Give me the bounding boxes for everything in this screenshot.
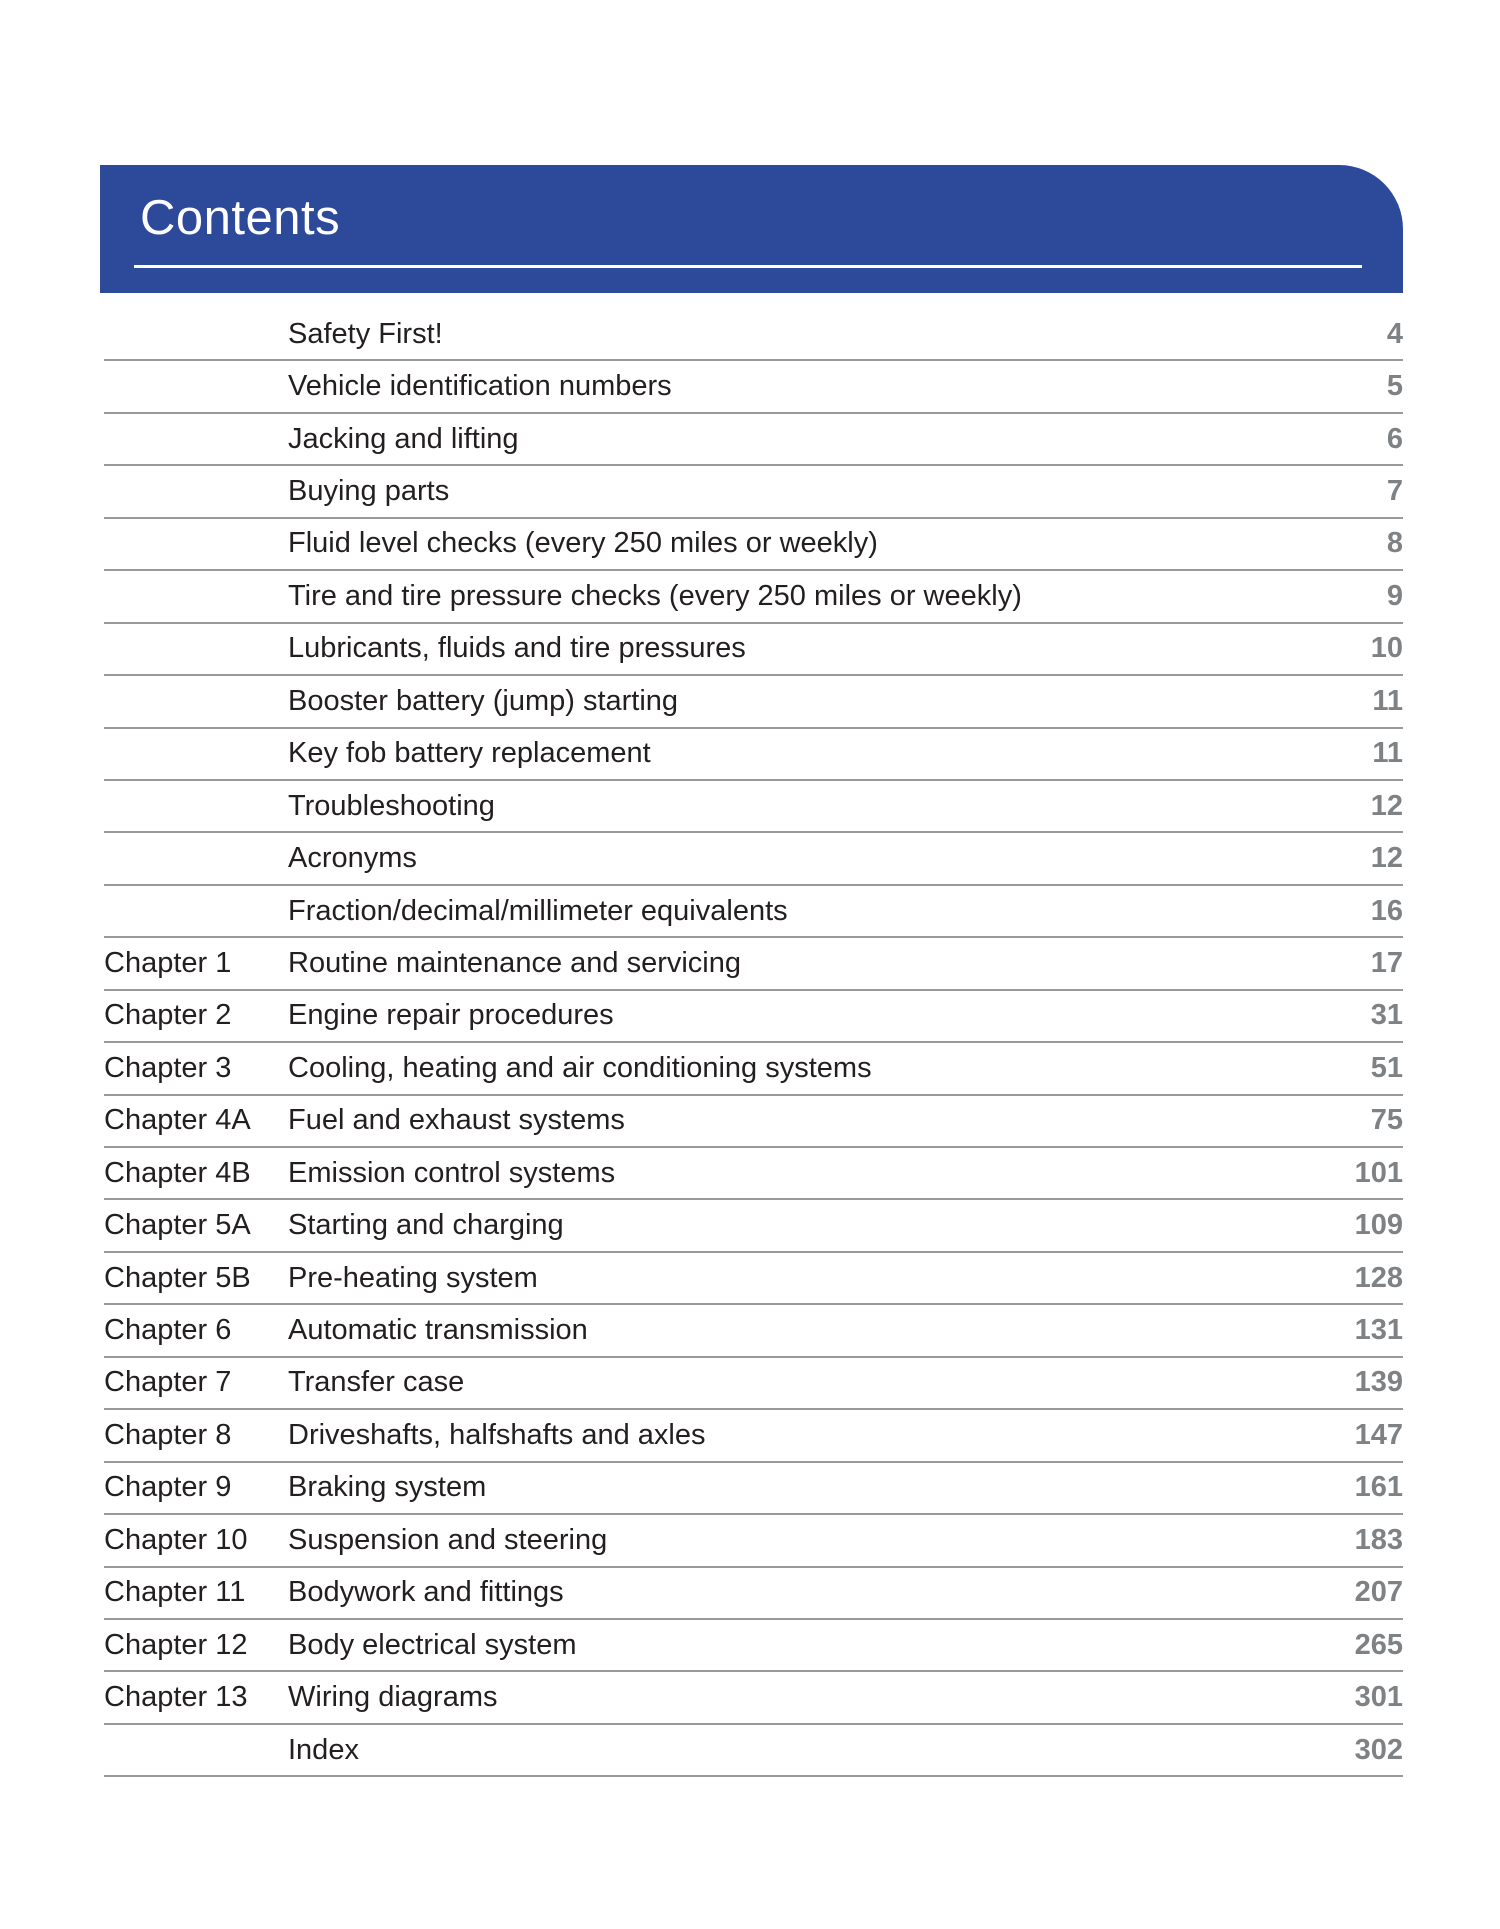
- toc-row[interactable]: [104, 1358, 1403, 1410]
- toc-chapter-label: Chapter 7: [104, 1366, 232, 1399]
- toc-chapter-label: Chapter 13: [104, 1681, 248, 1714]
- toc-chapter-label: Chapter 5B: [104, 1261, 251, 1294]
- toc-chapter-label: Chapter 6: [104, 1314, 232, 1347]
- toc-page-number: 7: [1386, 475, 1403, 508]
- toc-row[interactable]: [104, 781, 1403, 833]
- toc-entry-title: Troubleshooting: [288, 789, 495, 822]
- toc-entry-title: Lubricants, fluids and tire pressures: [288, 632, 746, 665]
- toc-page-number: 147: [1354, 1418, 1403, 1451]
- toc-page-number: 51: [1370, 1051, 1403, 1084]
- toc-chapter-label: Chapter 4A: [104, 1104, 251, 1137]
- toc-row[interactable]: [104, 1148, 1403, 1200]
- contents-header-banner: [100, 165, 1403, 293]
- toc-entry-title: Fraction/decimal/millimeter equivalents: [288, 894, 788, 927]
- toc-chapter-label: Chapter 3: [104, 1051, 232, 1084]
- toc-page-number: 12: [1370, 842, 1403, 875]
- toc-row[interactable]: [104, 309, 1403, 361]
- toc-entry-title: Starting and charging: [288, 1209, 564, 1242]
- toc-row[interactable]: [104, 938, 1403, 990]
- toc-row[interactable]: [104, 1672, 1403, 1724]
- toc-row[interactable]: [104, 729, 1403, 781]
- toc-entry-title: Acronyms: [288, 842, 417, 875]
- toc-page-number: 128: [1354, 1261, 1403, 1294]
- toc-page-number: 17: [1370, 946, 1403, 979]
- toc-entry-title: Safety First!: [288, 317, 443, 350]
- toc-page-number: 11: [1372, 684, 1403, 717]
- toc-entry-title: Suspension and steering: [288, 1523, 608, 1556]
- toc-page-number: 10: [1370, 632, 1403, 665]
- toc-row[interactable]: [104, 1043, 1403, 1095]
- toc-page-number: 12: [1370, 789, 1403, 822]
- toc-entry-title: Key fob battery replacement: [288, 737, 651, 770]
- toc-row[interactable]: [104, 1725, 1403, 1777]
- toc-entry-title: Jacking and lifting: [288, 422, 519, 455]
- toc-row[interactable]: [104, 886, 1403, 938]
- toc-chapter-label: Chapter 8: [104, 1418, 232, 1451]
- toc-page-number: 8: [1386, 527, 1403, 560]
- toc-row[interactable]: [104, 571, 1403, 623]
- toc-entry-title: Cooling, heating and air conditioning systems: [288, 1051, 872, 1084]
- toc-chapter-label: Chapter 2: [104, 999, 232, 1032]
- toc-page-number: 131: [1354, 1314, 1403, 1347]
- toc-page-number: 139: [1354, 1366, 1403, 1399]
- toc-row[interactable]: [104, 676, 1403, 728]
- toc-entry-title: Pre-heating system: [288, 1261, 538, 1294]
- toc-chapter-label: Chapter 4B: [104, 1156, 251, 1189]
- toc-entry-title: Fuel and exhaust systems: [288, 1104, 625, 1137]
- toc-row[interactable]: [104, 1410, 1403, 1462]
- toc-row[interactable]: [104, 624, 1403, 676]
- toc-row[interactable]: [104, 1620, 1403, 1672]
- toc-entry-title: Booster battery (jump) starting: [288, 684, 679, 717]
- toc-page-number: 6: [1386, 422, 1403, 455]
- toc-entry-title: Tire and tire pressure checks (every 250 miles or weekly): [288, 579, 1022, 612]
- toc-row[interactable]: [104, 991, 1403, 1043]
- toc-entry-title: Vehicle identification numbers: [288, 370, 672, 403]
- toc-entry-title: Fluid level checks (every 250 miles or weekly): [288, 527, 878, 560]
- toc-page-number: 207: [1354, 1576, 1403, 1609]
- toc-entry-title: Buying parts: [288, 475, 450, 508]
- toc-page-number: 109: [1354, 1209, 1403, 1242]
- toc-page-number: 5: [1386, 370, 1403, 403]
- page-title: Contents: [140, 191, 341, 245]
- toc-row[interactable]: [104, 361, 1403, 413]
- toc-entry-title: Index: [288, 1733, 359, 1766]
- toc-row[interactable]: [104, 1096, 1403, 1148]
- toc-entry-title: Body electrical system: [288, 1628, 577, 1661]
- toc-page-number: 183: [1354, 1523, 1403, 1556]
- toc-row[interactable]: [104, 1200, 1403, 1252]
- toc-row[interactable]: [104, 466, 1403, 518]
- toc-entry-title: Emission control systems: [288, 1156, 616, 1189]
- toc-entry-title: Engine repair procedures: [288, 999, 614, 1032]
- toc-row[interactable]: [104, 1568, 1403, 1620]
- toc-row[interactable]: [104, 1463, 1403, 1515]
- toc-page-number: 31: [1370, 999, 1403, 1032]
- toc-entry-title: Routine maintenance and servicing: [288, 946, 741, 979]
- toc-row[interactable]: [104, 1253, 1403, 1305]
- toc-entry-title: Automatic transmission: [288, 1314, 588, 1347]
- toc-entry-title: Wiring diagrams: [288, 1681, 498, 1714]
- header-underline: [134, 265, 1362, 268]
- toc-entry-title: Bodywork and fittings: [288, 1576, 564, 1609]
- toc-page-number: 302: [1354, 1733, 1403, 1766]
- toc-page-number: 4: [1386, 317, 1403, 350]
- toc-page-number: 16: [1370, 894, 1403, 927]
- toc-chapter-label: Chapter 1: [104, 946, 232, 979]
- toc-entry-title: Braking system: [288, 1471, 487, 1504]
- toc-chapter-label: Chapter 10: [104, 1523, 248, 1556]
- toc-row[interactable]: [104, 1515, 1403, 1567]
- toc-row[interactable]: [104, 1305, 1403, 1357]
- toc-page-number: 9: [1386, 579, 1403, 612]
- toc-page-number: 161: [1354, 1471, 1403, 1504]
- toc-page-number: 101: [1354, 1156, 1403, 1189]
- toc-entry-title: Driveshafts, halfshafts and axles: [288, 1418, 706, 1451]
- toc-row[interactable]: [104, 519, 1403, 571]
- toc-chapter-label: Chapter 5A: [104, 1209, 251, 1242]
- toc-page-number: 265: [1354, 1628, 1403, 1661]
- toc-chapter-label: Chapter 12: [104, 1628, 248, 1661]
- toc-row[interactable]: [104, 833, 1403, 885]
- toc-chapter-label: Chapter 11: [104, 1576, 246, 1609]
- toc-page-number: 11: [1372, 737, 1403, 770]
- toc-entry-title: Transfer case: [288, 1366, 465, 1399]
- toc-row[interactable]: [104, 414, 1403, 466]
- toc-chapter-label: Chapter 9: [104, 1471, 232, 1504]
- toc-list: [104, 309, 1403, 1777]
- toc-page-number: 301: [1354, 1681, 1403, 1714]
- toc-page-number: 75: [1370, 1104, 1403, 1137]
